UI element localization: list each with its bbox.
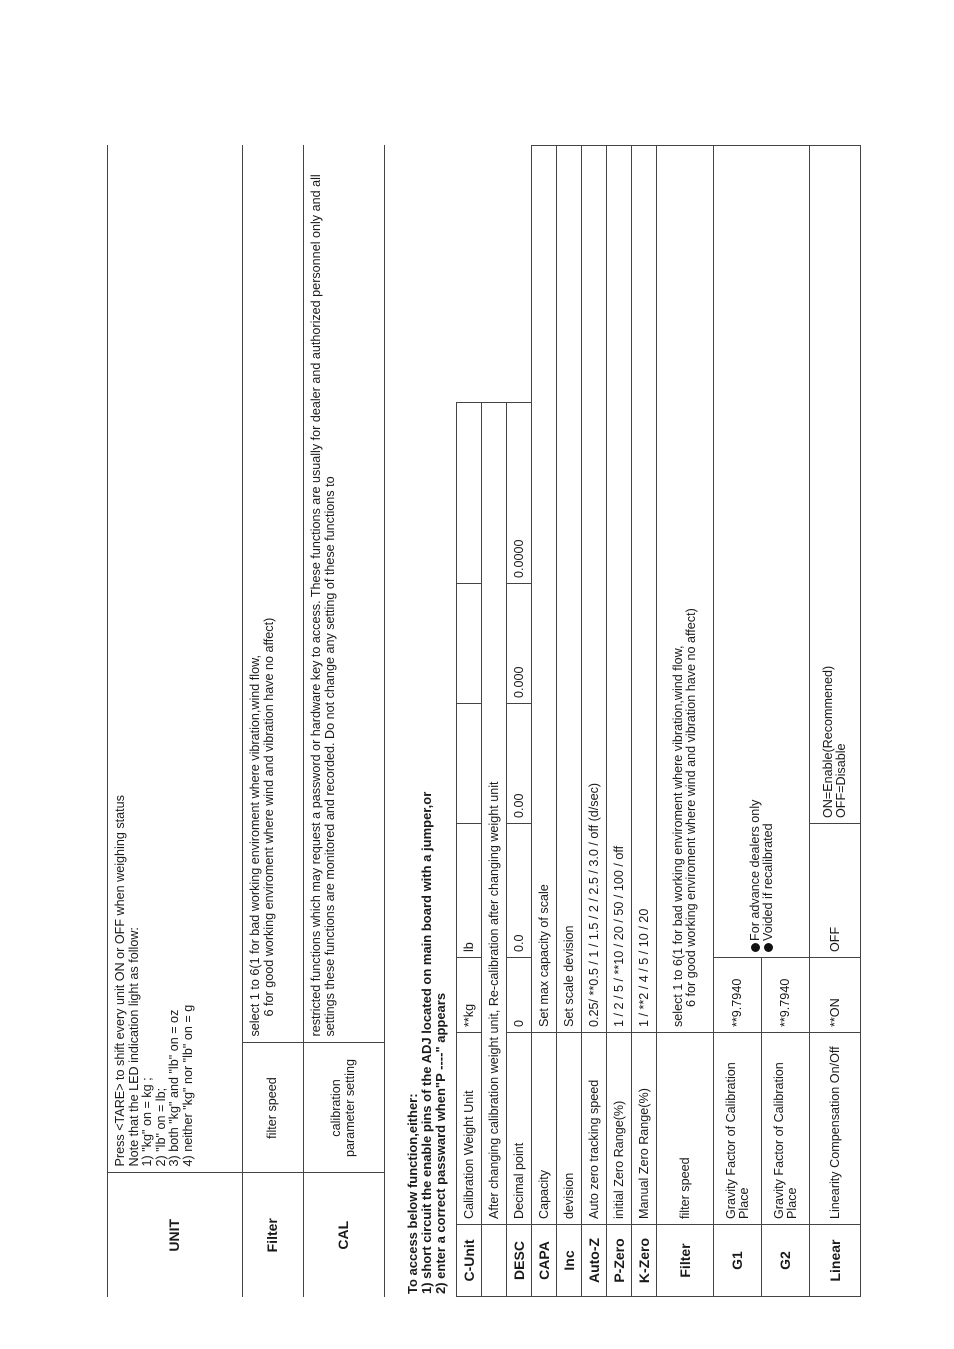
table-row-filter-speed <box>657 146 714 1297</box>
filter-line-1: select 1 to 6(1 for bad working enviroment where vibration,wind flow, <box>248 654 262 1037</box>
table-row-unit <box>108 145 243 1297</box>
table-row-pzero <box>607 146 632 1297</box>
table-row-capa <box>532 146 557 1297</box>
cunit-name: Calibration Weight Unit <box>457 1033 482 1225</box>
g2-code: G2 <box>762 1225 810 1297</box>
unit-line: 3) both "kg" and "lb" on = oz <box>167 1009 182 1167</box>
table-row-inc <box>557 146 582 1297</box>
filter-description <box>243 145 304 1043</box>
g1-name: Gravity Factor of Calibration Place <box>714 1033 762 1225</box>
table-row-linear <box>810 146 861 1297</box>
empty-cell <box>507 146 532 403</box>
filter-speed-name: filter speed <box>657 1033 714 1225</box>
linear-note-line-1: ON=Enable(Recommened) <box>821 665 835 818</box>
capa-name: Capacity <box>532 1033 557 1225</box>
autoz-name: Auto zero tracking speed <box>582 1033 607 1225</box>
desc-code: DESC <box>507 1225 532 1297</box>
desc-option: 0.0 <box>507 824 532 958</box>
linear-option: OFF <box>810 824 861 958</box>
filter-line-2: 6 for good working enviroment where wind and vibration have no affect) <box>261 617 276 1017</box>
table-row-filter <box>243 145 304 1297</box>
desc-name: Decimal point <box>507 1033 532 1225</box>
linear-code: Linear <box>810 1225 861 1297</box>
cunit-option-kg: **kg <box>457 958 482 1033</box>
table-row-note <box>482 146 507 1297</box>
kzero-code: K-Zero <box>632 1225 657 1297</box>
linear-note-line-2: OFF=Disable <box>834 743 848 818</box>
table-row-autoz <box>582 146 607 1297</box>
gravity-note-text: Voided if recalibrated <box>760 823 775 941</box>
gravity-note <box>714 146 810 958</box>
linear-value: **ON <box>810 958 861 1033</box>
desc-option: 0 <box>507 958 532 1033</box>
empty-cell <box>457 584 482 704</box>
recalibration-note: After changing calibration weight unit, Re-calibration after changing weight unit <box>482 403 507 1225</box>
calibration-parameter-table <box>456 145 861 1297</box>
inc-name: devision <box>557 1033 582 1225</box>
desc-option: 0.000 <box>507 584 532 704</box>
access-line-2: 1) short circuit the enable pins of the ADJ located on main board with a jumper,or <box>419 791 434 1294</box>
filter-speed-code: Filter <box>657 1225 714 1297</box>
cunit-option-lb: lb <box>457 824 482 958</box>
kzero-value: 1 / **2 / 4 / 5 / 10 / 20 <box>632 146 657 1033</box>
access-line-1: To access below function,either: <box>405 1093 420 1294</box>
unit-description <box>108 145 243 1173</box>
table-row-cunit <box>457 146 482 1297</box>
unit-line: 1) "kg" on = kg ; <box>140 1077 155 1167</box>
table-row-g1 <box>714 146 762 1297</box>
filter-speed-value <box>657 146 714 1033</box>
inc-value: Set scale devision <box>557 146 582 1033</box>
cal-name: calibration parameter setting <box>304 1043 385 1173</box>
filter-speed-line-2: 6 for good working enviroment where wind and vibration have no affect) <box>684 608 698 1007</box>
empty-cell <box>457 403 482 584</box>
g2-name: Gravity Factor of Calibration Place <box>762 1033 810 1225</box>
linear-note <box>810 146 861 824</box>
desc-option: 0.00 <box>507 704 532 824</box>
empty-cell <box>482 146 507 403</box>
cal-code: CAL <box>304 1173 385 1297</box>
pzero-code: P-Zero <box>607 1225 632 1297</box>
unit-settings-table <box>107 145 385 1297</box>
table-row-cal <box>304 145 385 1297</box>
filter-speed-line-1: select 1 to 6(1 for bad working enviroment where vibration,wind flow, <box>671 645 685 1027</box>
gravity-note-line-2 <box>762 151 775 952</box>
access-instructions <box>406 154 448 1294</box>
unit-line: 2) "lb" on = lb; <box>153 1087 168 1167</box>
inc-code: Inc <box>557 1225 582 1297</box>
filter-name: filter speed <box>243 1043 304 1173</box>
access-line-3: 2) enter a correct passward when"P ----" appears <box>433 992 448 1294</box>
capa-code: CAPA <box>532 1225 557 1297</box>
autoz-code: Auto-Z <box>582 1225 607 1297</box>
linear-name: Linearity Compensation On/Off <box>810 1033 861 1225</box>
empty-cell <box>457 704 482 824</box>
empty-cell <box>482 1225 507 1297</box>
table-row-kzero <box>632 146 657 1297</box>
kzero-name: Manual Zero Range(%) <box>632 1033 657 1225</box>
gravity-note-text: For advance dealers only <box>747 799 762 941</box>
table-row-desc <box>507 146 532 1297</box>
rotated-content <box>107 145 897 1297</box>
cal-description: restricted functions which may request a password or hardware key to access. These functions are usually for dealer and authorized personnel only and all settings these functions are monitored and recorded. Do not change any setting of these functions to <box>304 145 385 1043</box>
pzero-value: 1 / 2 / 5 / **10 / 20 / 50 / 100 / off <box>607 146 632 1033</box>
autoz-value: 0.25/ **0.5 / 1 / 1.5 / 2 / 2.5 / 3.0 / off (d/sec) <box>582 146 607 1033</box>
g1-value: **9.7940 <box>714 958 762 1033</box>
desc-option: 0.0000 <box>507 403 532 584</box>
unit-code: UNIT <box>108 1173 243 1297</box>
unit-line: 4) neither "kg" nor "lb" on = g <box>180 1004 195 1167</box>
bullet-dot-icon <box>764 943 773 952</box>
empty-cell <box>457 146 482 403</box>
cunit-code: C-Unit <box>457 1225 482 1297</box>
unit-line: Note that the LED indication light as follow: <box>126 927 141 1167</box>
bullet-dot-icon <box>751 943 760 952</box>
pzero-name: initial Zero Range(%) <box>607 1033 632 1225</box>
g2-value: **9.7940 <box>762 958 810 1033</box>
unit-line: Press <TARE> to shift every unit ON or OFF when weighing status <box>113 795 127 1167</box>
g1-code: G1 <box>714 1225 762 1297</box>
capa-value: Set max capacity of scale <box>532 146 557 1033</box>
filter-code: Filter <box>243 1173 304 1297</box>
